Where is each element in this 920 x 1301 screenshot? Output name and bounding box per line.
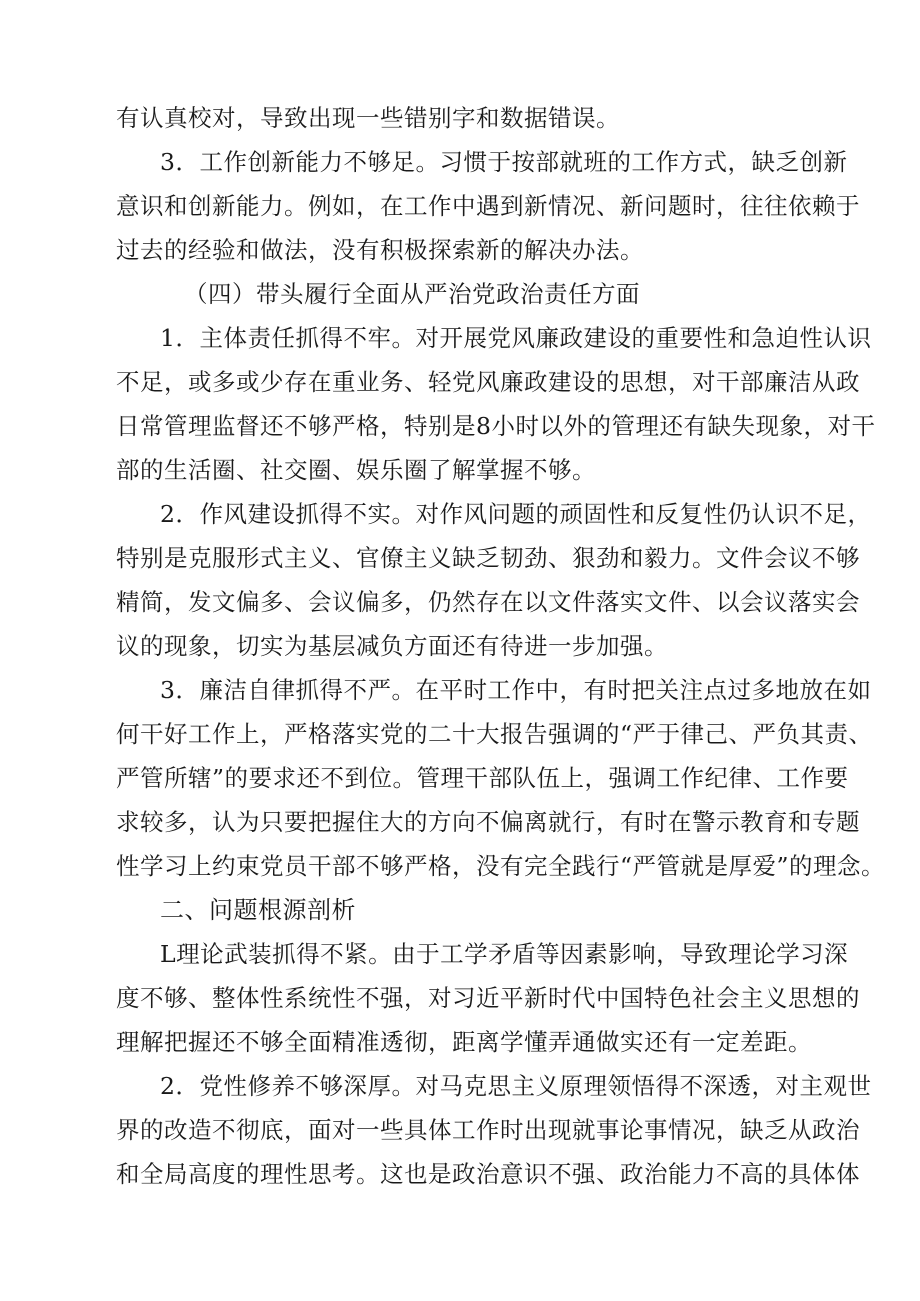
body-line: 何干好工作上，严格落实党的二十大报告强调的“严于律己、严负其责、 [116, 720, 873, 748]
body-line: 有认真校对，导致出现一些错别字和数据错误。 [116, 104, 620, 132]
body-line: 界的改造不彻底，面对一些具体工作时出现就事论事情况，缺乏从政治 [116, 1116, 860, 1144]
body-line: 理解把握还不够全面精准透彻，距离学懂弄通做实还有一定差距。 [116, 1028, 812, 1056]
body-line: 求较多，认为只要把握住大的方向不偏离就行，有时在警示教育和专题 [116, 808, 860, 836]
body-line: 日常管理监督还不够严格，特别是8小时以外的管理还有缺失现象，对干 [116, 412, 876, 440]
body-line: 度不够、整体性系统性不强，对习近平新时代中国特色社会主义思想的 [116, 984, 860, 1012]
body-line: L理论武装抓得不紧。由于工学矛盾等因素影响，导致理论学习深 [160, 940, 849, 968]
body-line: 意识和创新能力。例如，在工作中遇到新情况、新问题时，往往依赖于 [116, 192, 860, 220]
body-line: 特别是克服形式主义、官僚主义缺乏韧劲、狠劲和毅力。文件会议不够 [116, 544, 860, 572]
body-line: 2．党性修养不够深厚。对马克思主义原理领悟得不深透，对主观世 [160, 1072, 872, 1100]
body-line: 精简，发文偏多、会议偏多，仍然存在以文件落实文件、以会议落实会 [116, 588, 860, 616]
body-line: 3．廉洁自律抓得不严。在平时工作中，有时把关注点过多地放在如 [160, 676, 872, 704]
body-line: 2．作风建设抓得不实。对作风问题的顽固性和反复性仍认识不足， [160, 500, 872, 528]
body-line: 严管所辖”的要求还不到位。管理干部队伍上，强调工作纪律、工作要 [116, 764, 849, 792]
body-line: 过去的经验和做法，没有积极探索新的解决办法。 [116, 236, 644, 264]
body-line: 和全局高度的理性思考。这也是政治意识不强、政治能力不高的具体体 [116, 1160, 860, 1188]
body-line: 性学习上约束党员干部不够严格，没有完全践行“严管就是厚爱”的理念。 [116, 852, 886, 880]
section-heading: 二、问题根源剖析 [160, 896, 356, 924]
body-line: 1．主体责任抓得不牢。对开展党风廉政建设的重要性和急迫性认识 [160, 324, 872, 352]
body-line: 部的生活圈、社交圈、娱乐圈了解掌握不够。 [116, 456, 596, 484]
body-line: 3．工作创新能力不够足。习惯于按部就班的工作方式，缺乏创新 [160, 148, 848, 176]
body-line: 不足，或多或少存在重业务、轻党风廉政建设的思想，对干部廉洁从政 [116, 368, 860, 396]
body-line: 议的现象，切实为基层减负方面还有待进一步加强。 [116, 632, 668, 660]
section-subheading: （四）带头履行全面从严治党政治责任方面 [184, 280, 640, 308]
